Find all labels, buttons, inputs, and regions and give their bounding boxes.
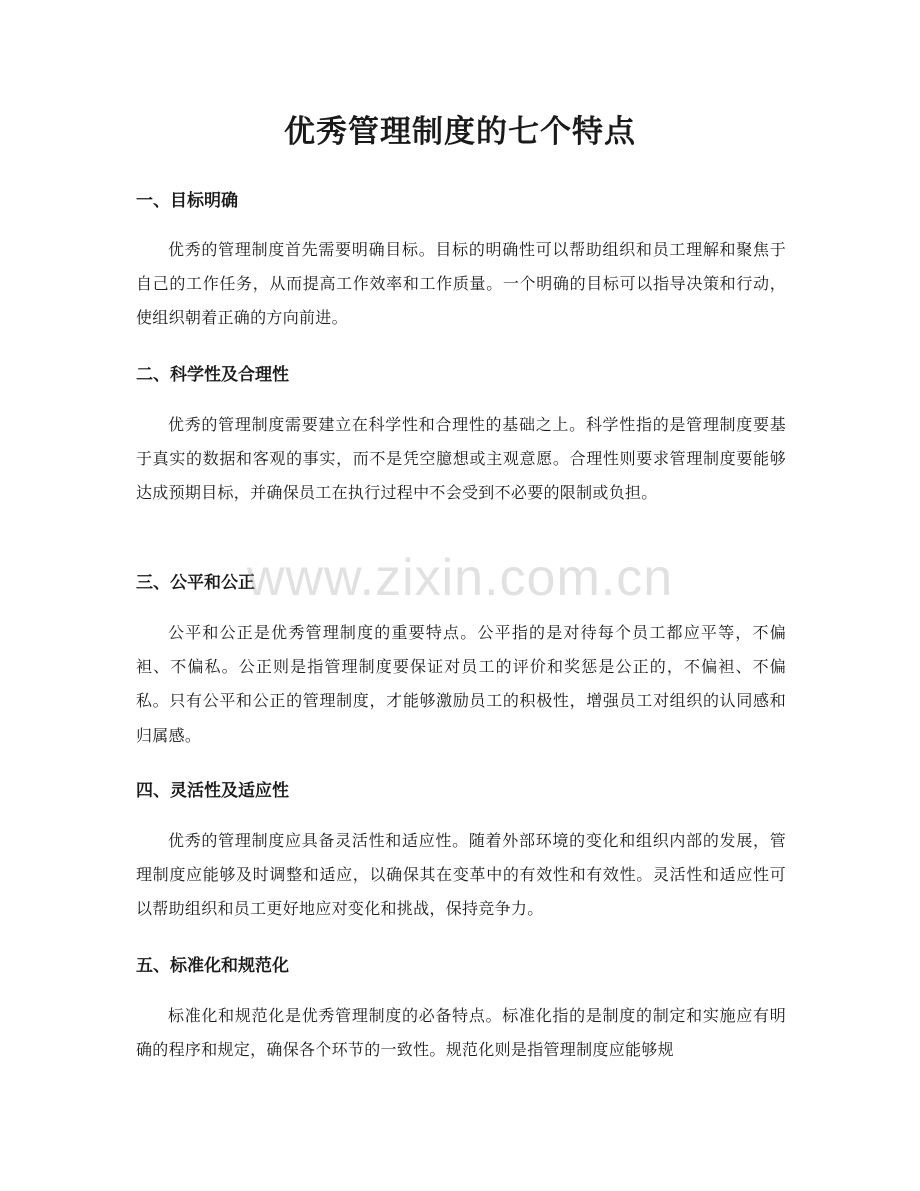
document-title: 优秀管理制度的七个特点 (284, 114, 636, 150)
section-heading-2: 二、科学性及合理性 (136, 365, 289, 385)
section-paragraph-4: 优秀的管理制度应具备灵活性和适应性。随着外部环境的变化和组织内部的发展，管理制度应能够及时调整和适应，以确保其在变革中的有效性和有效性。灵活性和适应性可以帮助组织和员工更好地应对变化和挑战，保持竞争力。 (136, 831, 786, 919)
section-heading-5: 五、标准化和规范化 (136, 956, 289, 976)
section-heading-1: 一、目标明确 (136, 191, 238, 211)
section-heading-4: 四、灵活性及适应性 (136, 781, 289, 801)
section-paragraph-3: 公平和公正是优秀管理制度的重要特点。公平指的是对待每个员工都应平等，不偏袒、不偏私。公正则是指管理制度要保证对员工的评价和奖惩是公正的，不偏袒、不偏私。只有公平和公正的管理制度，才能够激励员工的积极性，增强员工对组织的认同感和归属感。 (136, 623, 786, 745)
section-paragraph-1: 优秀的管理制度首先需要明确目标。目标的明确性可以帮助组织和员工理解和聚焦于自己的工作任务，从而提高工作效率和工作质量。一个明确的目标可以指导决策和行动，使组织朝着正确的方向前进。 (136, 240, 786, 328)
section-paragraph-5: 标准化和规范化是优秀管理制度的必备特点。标准化指的是制度的制定和实施应有明确的程序和规定，确保各个环节的一致性。规范化则是指管理制度应能够规 (136, 1006, 786, 1060)
section-paragraph-2: 优秀的管理制度需要建立在科学性和合理性的基础之上。科学性指的是管理制度要基于真实的数据和客观的事实，而不是凭空臆想或主观意愿。合理性则要求管理制度要能够达成预期目标，并确保员工在执行过程中不会受到不必要的限制或负担。 (136, 415, 786, 503)
watermark: www.zixin.com.cn (246, 549, 674, 607)
section-heading-3: 三、公平和公正 (136, 573, 255, 593)
